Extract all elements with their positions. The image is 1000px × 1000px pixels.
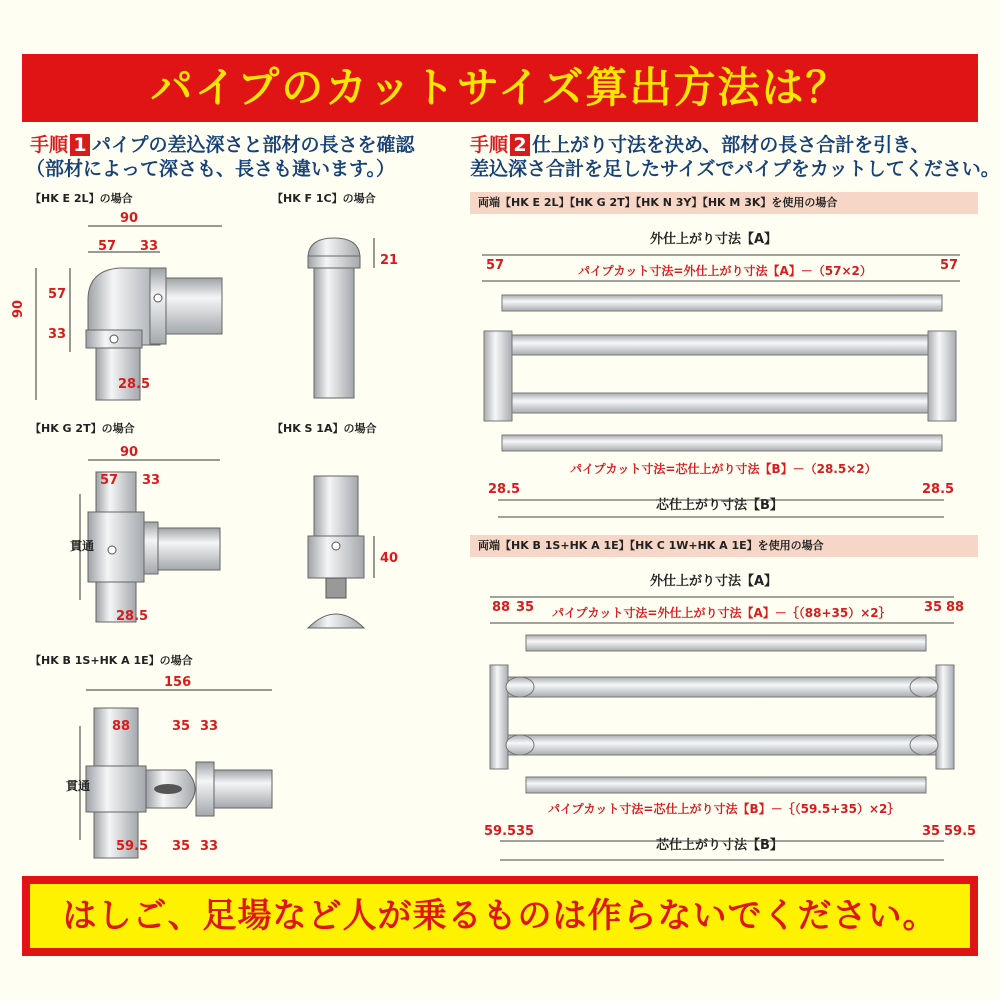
tee-fitting-g2t [88,472,220,622]
b1s-dim-33: 33 [200,719,219,734]
b1s-dim-156: 156 [164,675,192,690]
case2-outer-cut: パイプカット寸法=外仕上がり寸法【A】－｛（88+35）×2｝ [552,606,891,620]
e2l-dim-90: 90 [120,211,139,226]
case1-outer-label: 外仕上がり寸法【A】 [650,232,778,247]
step2-heading [470,130,930,157]
g2t-dim-33: 33 [142,473,161,488]
parts-diagrams [0,0,470,870]
step2-prefix: 手順 [470,134,509,156]
label-g2t: 【HK G 2T】の場合 [30,422,135,435]
g2t-dim-57: 57 [100,473,119,488]
b1s-dim-59: 59.5 [116,839,149,854]
case2-outer-label: 外仕上がり寸法【A】 [650,574,778,589]
case1-cut-pipe-top [502,295,942,311]
case2-left-35b: 35 [516,824,535,839]
case2-right-35b: 35 [922,824,941,839]
case2-left-59: 59.5 [484,824,517,839]
step1-prefix: 手順 [30,134,69,156]
e2l-dim-57-v: 57 [48,287,67,302]
s1a-dim-40: 40 [380,551,399,566]
case2-cut-pipe-top [526,635,926,651]
case1-frame [484,331,956,421]
case2-cut-pipe-bottom [526,777,926,793]
case1-core-label: 芯仕上がり寸法【B】 [656,498,783,513]
step1-text: パイプの差込深さと部材の長さを確認 [92,134,415,156]
case2-frame [490,665,954,769]
case2-right-88: 88 [946,600,965,615]
caster-fitting-s1a [308,476,364,628]
step2-line2: 差込深さ合計を足したサイズでパイプをカットしてください。 [470,158,1000,180]
g2t-dim-28: 28.5 [116,609,149,624]
e2l-dim-57: 57 [98,239,117,254]
b1s-dim-88: 88 [112,719,131,734]
case1-cut-pipe-bottom [502,435,942,451]
case1-right-57: 57 [940,258,959,273]
case1-outer-cut: パイプカット寸法=外仕上がり寸法【A】－（57×2） [578,264,872,278]
e2l-dim-33: 33 [140,239,159,254]
label-e2l: 【HK E 2L】の場合 [30,192,133,205]
case2-right-35: 35 [924,600,943,615]
step2-number: 2 [510,134,530,156]
case1-left-57: 57 [486,258,505,273]
case2-left-88: 88 [492,600,511,615]
warning-text: はしご、足場など人が乗るものは作らないでください。 [62,896,938,936]
assembly-diagrams [460,215,980,875]
case2-right-59: 59.5 [944,824,977,839]
step2-text: 仕上がり寸法を決め、部材の長さ合計を引き、 [532,134,930,156]
g2t-through-label: 貫通 [70,539,95,553]
case1-bar: 両端【HK E 2L】【HK G 2T】【HK N 3Y】【HK M 3K】を使用の場合 [470,192,978,214]
elbow-fitting-e2l [86,268,222,400]
step1-number: 1 [70,134,90,156]
label-s1a: 【HK S 1A】の場合 [272,422,377,435]
case2-core-label: 芯仕上がり寸法【B】 [656,838,783,853]
b1s-dim-35: 35 [172,719,191,734]
e2l-dim-33-v: 33 [48,327,67,342]
b1s-dim-33b: 33 [200,839,219,854]
case1-right-28: 28.5 [922,482,955,497]
b1s-through-label: 貫通 [66,779,91,793]
case1-core-cut: パイプカット寸法=芯仕上がり寸法【B】－（28.5×2） [570,462,877,476]
label-b1s: 【HK B 1S+HK A 1E】の場合 [30,654,193,667]
g2t-dim-90: 90 [120,445,139,460]
case1-dim-lines [482,255,960,517]
page-title: パイプのカットサイズ算出方法は？ [150,63,850,112]
f1c-dim-21: 21 [380,253,399,268]
label-f1c: 【HK F 1C】の場合 [272,192,376,205]
cap-fitting-f1c [308,238,360,398]
b1s-dim-35b: 35 [172,839,191,854]
step1-note: （部材によって深さも、長さも違います。） [26,158,395,180]
e2l-dim-28: 28.5 [118,377,151,392]
case2-core-cut: パイプカット寸法=芯仕上がり寸法【B】－｛（59.5+35）×2｝ [548,802,900,816]
case2-left-35: 35 [516,600,535,615]
case1-left-28: 28.5 [488,482,521,497]
e2l-dim-90-v: 90 [11,299,26,318]
case2-bar: 両端【HK B 1S+HK A 1E】【HK C 1W+HK A 1E】を使用の場合 [470,535,978,557]
